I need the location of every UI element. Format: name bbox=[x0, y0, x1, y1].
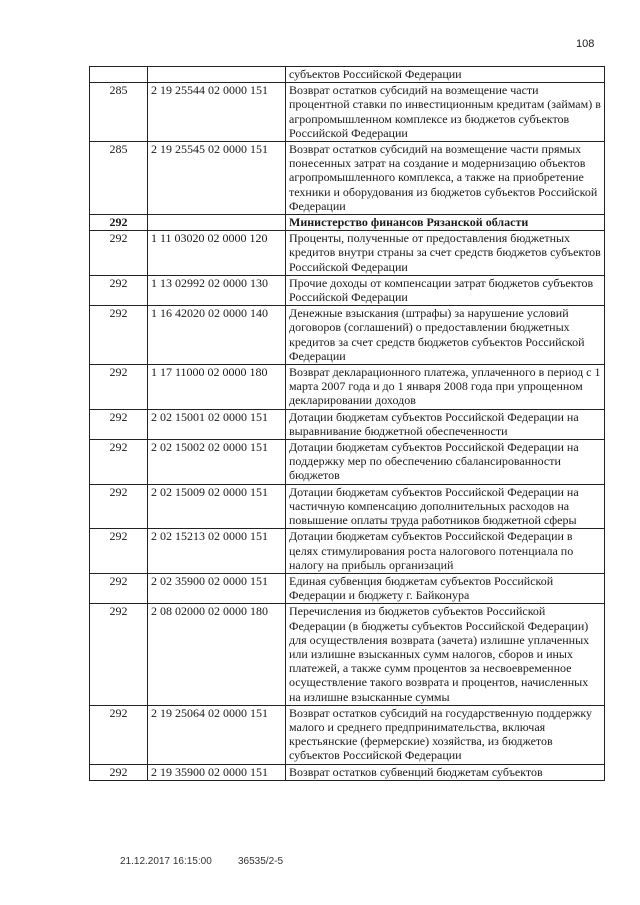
admin-code-cell: 292 bbox=[90, 764, 148, 780]
table-row bbox=[90, 764, 605, 780]
table-row bbox=[90, 573, 605, 603]
footer-document-code: 36535/2-5 bbox=[238, 856, 284, 867]
table-row bbox=[90, 529, 605, 574]
income-code-cell bbox=[148, 215, 286, 231]
income-description-cell: Прочие доходы от компенсации затрат бюджетов субъектов Российской Федерации bbox=[286, 275, 605, 305]
admin-code-cell: 292 bbox=[90, 215, 148, 231]
income-description-cell: Возврат остатков субсидий на возмещение части процентной ставки по инвестиционным кредитам (займам) в агропромышленном комплексе из бюджетов субъектов Российской Федерации bbox=[286, 83, 605, 142]
admin-code-cell: 285 bbox=[90, 83, 148, 142]
income-description-cell: Дотации бюджетам субъектов Российской Федерации в целях стимулирования роста налогового потенциала по налогу на прибыль организаций bbox=[286, 529, 605, 574]
table-row bbox=[90, 604, 605, 705]
admin-code-cell: 292 bbox=[90, 365, 148, 410]
income-description-cell: Единая субвенция бюджетам субъектов Российской Федерации и бюджету г. Байконура bbox=[286, 573, 605, 603]
income-description-cell: Перечисления из бюджетов субъектов Российской Федерации (в бюджеты субъектов Российской Федерации) для осуществления возврата (зачета) излишне уплаченных или излишне взысканных сумм налогов, сборов и иных платежей, а также сумм процентов за несвоевременное осуществление такого возврата и процентов, начисленных на излишне взысканные суммы bbox=[286, 604, 605, 705]
income-code-cell: 2 08 02000 02 0000 180 bbox=[148, 604, 286, 705]
footer-datetime: 21.12.2017 16:15:00 bbox=[120, 856, 212, 867]
income-code-cell: 2 19 35900 02 0000 151 bbox=[148, 764, 286, 780]
income-code-cell: 1 16 42020 02 0000 140 bbox=[148, 306, 286, 365]
table-row bbox=[90, 409, 605, 439]
admin-code-cell: 285 bbox=[90, 142, 148, 215]
income-code-cell: 2 02 15001 02 0000 151 bbox=[148, 409, 286, 439]
income-code-cell: 1 17 11000 02 0000 180 bbox=[148, 365, 286, 410]
income-code-cell: 2 19 25064 02 0000 151 bbox=[148, 705, 286, 764]
income-description-cell: Возврат остатков субсидий на возмещение части прямых понесенных затрат на создание и модернизацию объектов агропромышленного комплекса, а также на приобретение техники и оборудования из бюджетов субъектов Российской Федерации bbox=[286, 142, 605, 215]
income-code-cell bbox=[148, 67, 286, 83]
admin-code-cell: 292 bbox=[90, 440, 148, 485]
table-body bbox=[90, 67, 605, 781]
table-row bbox=[90, 484, 605, 529]
table-row bbox=[90, 142, 605, 215]
income-description-cell: Проценты, полученные от предоставления бюджетных кредитов внутри страны за счет средств бюджетов субъектов Российской Федерации bbox=[286, 231, 605, 276]
table-row bbox=[90, 440, 605, 485]
income-code-cell: 2 02 15009 02 0000 151 bbox=[148, 484, 286, 529]
table-row bbox=[90, 275, 605, 305]
income-codes-table bbox=[89, 66, 605, 781]
table-row bbox=[90, 83, 605, 142]
income-code-cell: 1 11 03020 02 0000 120 bbox=[148, 231, 286, 276]
income-code-cell: 2 19 25544 02 0000 151 bbox=[148, 83, 286, 142]
table-section-header-row bbox=[90, 215, 605, 231]
admin-code-cell: 292 bbox=[90, 484, 148, 529]
admin-code-cell: 292 bbox=[90, 306, 148, 365]
table-row bbox=[90, 67, 605, 83]
admin-code-cell: 292 bbox=[90, 604, 148, 705]
admin-code-cell: 292 bbox=[90, 231, 148, 276]
income-code-cell: 2 02 15002 02 0000 151 bbox=[148, 440, 286, 485]
income-code-cell: 2 02 35900 02 0000 151 bbox=[148, 573, 286, 603]
income-code-cell: 1 13 02992 02 0000 130 bbox=[148, 275, 286, 305]
page-number: 108 bbox=[576, 38, 595, 50]
income-description-cell: Дотации бюджетам субъектов Российской Федерации на поддержку мер по обеспечению сбалансированности бюджетов bbox=[286, 440, 605, 485]
income-description-cell: Дотации бюджетам субъектов Российской Федерации на выравнивание бюджетной обеспеченности bbox=[286, 409, 605, 439]
table-row bbox=[90, 306, 605, 365]
income-description-cell: субъектов Российской Федерации bbox=[286, 67, 605, 83]
income-description-cell: Денежные взыскания (штрафы) за нарушение условий договоров (соглашений) о предоставлении бюджетных кредитов за счет средств бюджетов субъектов Российской Федерации bbox=[286, 306, 605, 365]
admin-code-cell: 292 bbox=[90, 529, 148, 574]
income-code-cell: 2 19 25545 02 0000 151 bbox=[148, 142, 286, 215]
income-description-cell: Министерство финансов Рязанской области bbox=[286, 215, 605, 231]
income-description-cell: Возврат остатков субсидий на государственную поддержку малого и среднего предпринимательства, включая крестьянские (фермерские) хозяйства, из бюджетов субъектов Российской Федерации bbox=[286, 705, 605, 764]
table-row bbox=[90, 365, 605, 410]
income-description-cell: Возврат декларационного платежа, уплаченного в период с 1 марта 2007 года и до 1 января 2008 года при упрощенном декларировании доходов bbox=[286, 365, 605, 410]
table-row bbox=[90, 705, 605, 764]
admin-code-cell: 292 bbox=[90, 705, 148, 764]
admin-code-cell: 292 bbox=[90, 275, 148, 305]
income-description-cell: Возврат остатков субвенций бюджетам субъектов bbox=[286, 764, 605, 780]
income-code-cell: 2 02 15213 02 0000 151 bbox=[148, 529, 286, 574]
admin-code-cell bbox=[90, 67, 148, 83]
admin-code-cell: 292 bbox=[90, 409, 148, 439]
table-row bbox=[90, 231, 605, 276]
admin-code-cell: 292 bbox=[90, 573, 148, 603]
income-description-cell: Дотации бюджетам субъектов Российской Федерации на частичную компенсацию дополнительных расходов на повышение оплаты труда работников бюджетной сферы bbox=[286, 484, 605, 529]
